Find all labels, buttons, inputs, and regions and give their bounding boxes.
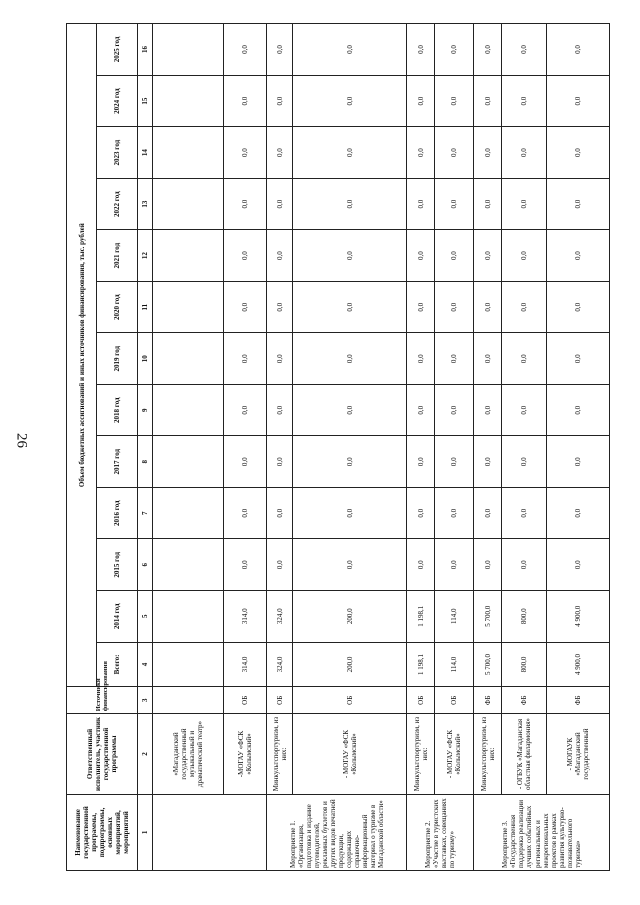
row-value: 0,0 (474, 178, 502, 230)
row-value: 0,0 (293, 384, 407, 436)
table-row (547, 24, 610, 871)
row-source: ОБ (267, 687, 293, 714)
row-total: 324,0 (267, 642, 293, 687)
row-value: 0,0 (547, 75, 610, 127)
row-executor: - МОГАУ «ФСК «Колымский» (293, 714, 407, 795)
row-source: ФБ (547, 687, 610, 714)
row-value: 0,0 (547, 384, 610, 436)
row-value: 0,0 (474, 487, 502, 539)
row-value (153, 178, 224, 230)
row-value: 0,0 (293, 487, 407, 539)
row-value: 0,0 (407, 75, 435, 127)
row-source (153, 687, 224, 714)
row-value: 0,0 (224, 178, 267, 230)
year-header: 2020 год (97, 281, 138, 333)
row-value: 0,0 (474, 436, 502, 488)
row-value: 0,0 (293, 178, 407, 230)
row-value: 0,0 (502, 436, 547, 488)
row-value: 0,0 (224, 384, 267, 436)
col-number: 1 (138, 794, 153, 870)
header-row-1 (67, 24, 97, 871)
row-value: 0,0 (407, 539, 435, 591)
row-total: 314,0 (224, 642, 267, 687)
row-value: 0,0 (293, 436, 407, 488)
year-header: 2016 год (97, 487, 138, 539)
row-value: 0,0 (502, 24, 547, 76)
row-value: 0,0 (547, 333, 610, 385)
table-row (224, 24, 267, 871)
col-number: 12 (138, 230, 153, 282)
row-value: 0,0 (224, 487, 267, 539)
row-value: 0,0 (224, 24, 267, 76)
year-header: 2025 год (97, 24, 138, 76)
row-value: 0,0 (547, 281, 610, 333)
row-value: 0,0 (435, 384, 474, 436)
row-value (153, 281, 224, 333)
row-executor: Минкультспортуризм, из них: (267, 714, 293, 795)
row-source: ФБ (502, 687, 547, 714)
row-value: 0,0 (224, 230, 267, 282)
row-value: 0,0 (547, 127, 610, 179)
col-executor-header: Ответственный исполнитель, участник государственной программы (67, 714, 138, 795)
row-total: 1 198,1 (407, 642, 435, 687)
funding-title: Объем бюджетных ассигнований и иных источников финансирования, тыс. рублей (67, 24, 97, 687)
col-number: 13 (138, 178, 153, 230)
row-value: 0,0 (502, 384, 547, 436)
col-number: 8 (138, 436, 153, 488)
col-number: 7 (138, 487, 153, 539)
row-value: 0,0 (474, 75, 502, 127)
row-value: 200,0 (293, 591, 407, 643)
row-executor: - МОГАУ «ФСК «Колымский» (435, 714, 474, 795)
row-value: 800,0 (502, 591, 547, 643)
row-value: 0,0 (435, 487, 474, 539)
year-header: 2024 год (97, 75, 138, 127)
col-number: 2 (138, 714, 153, 795)
row-value: 0,0 (293, 75, 407, 127)
row-total: 4 900,0 (547, 642, 610, 687)
row-source: ФБ (474, 687, 502, 714)
row-value: 0,0 (267, 75, 293, 127)
year-header: 2023 год (97, 127, 138, 179)
row-name (153, 794, 267, 870)
row-total: 800,0 (502, 642, 547, 687)
row-executor: - ОГБУК «Магаданская областная филармония» (502, 714, 547, 795)
row-value: 0,0 (435, 539, 474, 591)
row-value (153, 230, 224, 282)
year-header: 2018 год (97, 384, 138, 436)
row-value (153, 436, 224, 488)
row-value: 0,0 (435, 75, 474, 127)
funding-table (66, 23, 610, 871)
row-total: 200,0 (293, 642, 407, 687)
row-value: 0,0 (547, 24, 610, 76)
table-row (474, 24, 502, 871)
row-value: 0,0 (547, 436, 610, 488)
row-value: 0,0 (435, 24, 474, 76)
page-number: 26 (13, 433, 30, 448)
row-value: 0,0 (435, 230, 474, 282)
column-number-row (138, 24, 153, 871)
col-number: 11 (138, 281, 153, 333)
row-value: 0,0 (502, 281, 547, 333)
row-value: 0,0 (435, 127, 474, 179)
row-total (153, 642, 224, 687)
year-header: 2022 год (97, 178, 138, 230)
col-source-header: Источники финансирования (67, 687, 138, 714)
row-value: 0,0 (435, 281, 474, 333)
row-value: 0,0 (224, 436, 267, 488)
row-value: 0,0 (474, 127, 502, 179)
row-value: 0,0 (407, 384, 435, 436)
row-value: 0,0 (293, 281, 407, 333)
row-source: ОБ (293, 687, 407, 714)
year-header: 2017 год (97, 436, 138, 488)
row-value: 0,0 (267, 281, 293, 333)
row-value: 0,0 (407, 230, 435, 282)
row-value: 5 700,0 (474, 591, 502, 643)
row-value: 0,0 (267, 539, 293, 591)
row-value (153, 487, 224, 539)
row-value: 0,0 (293, 230, 407, 282)
row-source: ОБ (407, 687, 435, 714)
year-header: 2021 год (97, 230, 138, 282)
col-number: 14 (138, 127, 153, 179)
row-value: 0,0 (267, 436, 293, 488)
year-header: 2014 год (97, 591, 138, 643)
col-number: 15 (138, 75, 153, 127)
col-name-header: Наименование государственной программы, подпрограммы, основных мероприятий, мероприятий (67, 794, 138, 870)
col-number: 3 (138, 687, 153, 714)
row-value: 0,0 (435, 178, 474, 230)
row-value (153, 539, 224, 591)
row-value: 0,0 (224, 75, 267, 127)
row-value: 4 900,0 (547, 591, 610, 643)
row-value: 0,0 (407, 24, 435, 76)
row-value (153, 384, 224, 436)
row-executor: Минкультспортуризм, из них: (474, 714, 502, 795)
row-value: 0,0 (502, 333, 547, 385)
row-value: 0,0 (407, 281, 435, 333)
table-row (267, 24, 293, 871)
row-value: 0,0 (474, 230, 502, 282)
rotated-table-frame (66, 23, 610, 871)
row-executor: Минкультспортуризм, из них: (407, 714, 435, 795)
row-value: 0,0 (293, 24, 407, 76)
row-value: 0,0 (267, 333, 293, 385)
col-number: 4 (138, 642, 153, 687)
row-value: 0,0 (502, 178, 547, 230)
row-value: 0,0 (407, 127, 435, 179)
row-value: 1 198,1 (407, 591, 435, 643)
col-number: 16 (138, 24, 153, 76)
row-value: 0,0 (224, 539, 267, 591)
year-header: 2019 год (97, 333, 138, 385)
row-value: 314,0 (224, 591, 267, 643)
row-value: 0,0 (502, 487, 547, 539)
row-value: 0,0 (267, 127, 293, 179)
row-value: 114,0 (435, 591, 474, 643)
row-value: 0,0 (293, 333, 407, 385)
row-value: 0,0 (293, 539, 407, 591)
row-value: 0,0 (407, 436, 435, 488)
row-value: 0,0 (407, 333, 435, 385)
row-value: 0,0 (224, 281, 267, 333)
row-value: 0,0 (474, 333, 502, 385)
row-source: ОБ (435, 687, 474, 714)
row-value: 0,0 (407, 178, 435, 230)
col-total-header: Всего: (97, 642, 138, 687)
row-value: 0,0 (502, 230, 547, 282)
row-value: 0,0 (293, 127, 407, 179)
table-row (293, 24, 407, 871)
col-number: 5 (138, 591, 153, 643)
row-value: 0,0 (474, 384, 502, 436)
table-row (435, 24, 474, 871)
col-number: 9 (138, 384, 153, 436)
row-value: 0,0 (224, 127, 267, 179)
year-header: 2015 год (97, 539, 138, 591)
row-value (153, 24, 224, 76)
row-value: 0,0 (474, 539, 502, 591)
row-value: 0,0 (502, 127, 547, 179)
row-value: 0,0 (224, 333, 267, 385)
row-value: 0,0 (547, 539, 610, 591)
row-executor: «Магаданский государственный музыкальный и драматический театр» (153, 714, 224, 795)
row-value: 0,0 (267, 384, 293, 436)
row-value: 324,0 (267, 591, 293, 643)
row-value: 0,0 (267, 24, 293, 76)
row-value (153, 127, 224, 179)
row-executor: -МОГАУ «ФСК «Колымский» (224, 714, 267, 795)
row-value: 0,0 (435, 333, 474, 385)
row-total: 114,0 (435, 642, 474, 687)
table-row (407, 24, 435, 871)
row-value: 0,0 (267, 178, 293, 230)
row-value: 0,0 (267, 230, 293, 282)
table-row (502, 24, 547, 871)
row-name: Мероприятие 3. «Государственная поддержка реализации лучших событийных региональных и межрегиональных проектов в рамках развития культурно-познавательного туризма» (474, 794, 610, 870)
col-number: 6 (138, 539, 153, 591)
row-name: Мероприятие 1. «Организация, подготовка и издание путеводителей, рекламных буклетов и других видов печатной продукции, содержащих справочно-информационный материал о туризме в Магаданской области» (267, 794, 407, 870)
row-value: 0,0 (407, 487, 435, 539)
row-value (153, 591, 224, 643)
row-executor: - МОГАУК «Магаданский государственный (547, 714, 610, 795)
row-value: 0,0 (474, 281, 502, 333)
row-value (153, 75, 224, 127)
row-value (153, 333, 224, 385)
table-row (153, 24, 224, 871)
row-value: 0,0 (502, 539, 547, 591)
row-total: 5 700,0 (474, 642, 502, 687)
row-source: ОБ (224, 687, 267, 714)
row-value: 0,0 (547, 178, 610, 230)
row-value: 0,0 (547, 487, 610, 539)
row-value: 0,0 (267, 487, 293, 539)
row-value: 0,0 (474, 24, 502, 76)
row-name: Мероприятие 2. «Участие в туристских выставках, совещаниях по туризму» (407, 794, 474, 870)
col-number: 10 (138, 333, 153, 385)
row-value: 0,0 (435, 436, 474, 488)
row-value: 0,0 (502, 75, 547, 127)
row-value: 0,0 (547, 230, 610, 282)
